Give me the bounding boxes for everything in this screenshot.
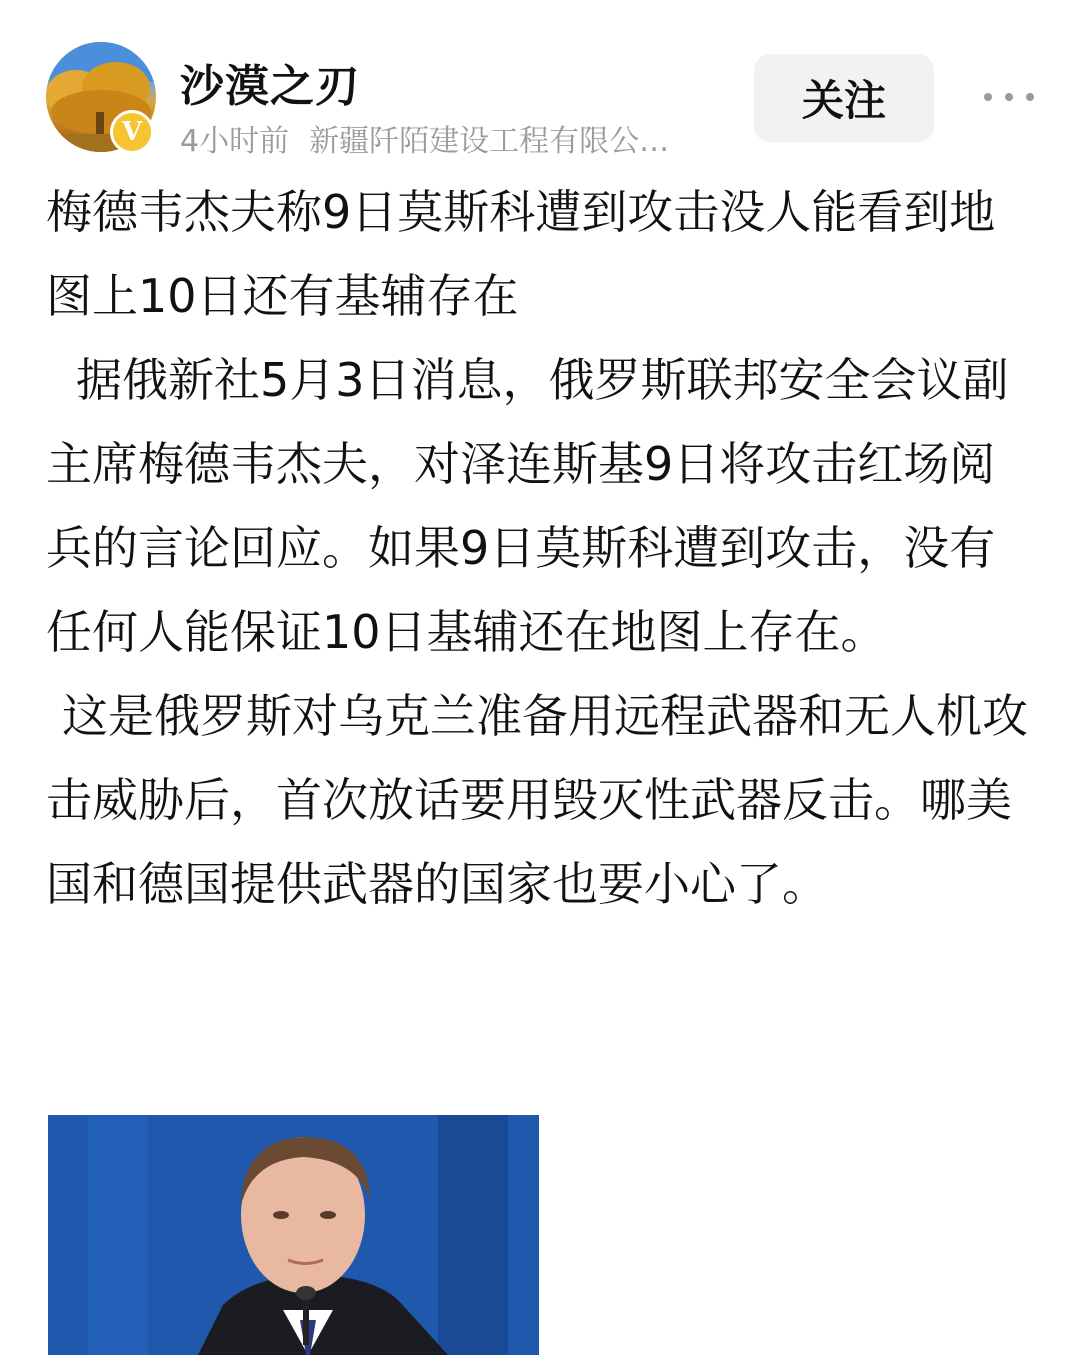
post-header: [0, 0, 1080, 160]
verified-badge-icon: V: [110, 110, 154, 154]
post-paragraph-1: 据俄新社5月3日消息，俄罗斯联邦安全会议副主席梅德韦杰夫，对泽连斯基9日将攻击红场阅兵的言论回应。如果9日莫斯科遭到攻击，没有任何人能保证10日基辅还在地图上存在。: [46, 353, 1009, 659]
post-paragraph-2: 这是俄罗斯对乌克兰准备用远程武器和无人机攻击威胁后，首次放话要用毁灭性武器反击。哪美国和德国提供武器的国家也要小心了。: [46, 689, 1028, 911]
post-time: 4小时前: [180, 124, 290, 159]
more-dot: [1005, 93, 1013, 101]
post-image[interactable]: [48, 1115, 539, 1355]
post-meta: [180, 116, 730, 160]
more-dot: [984, 93, 992, 101]
post-source: 新疆阡陌建设工程有限公…: [309, 124, 670, 159]
post-title: 梅德韦杰夫称9日莫斯科遭到攻击没人能看到地图上10日还有基辅存在: [46, 185, 996, 323]
author-name[interactable]: 沙漠之刃: [180, 61, 360, 112]
post-content: [46, 170, 1036, 926]
more-dot: [1026, 93, 1034, 101]
more-icon[interactable]: [984, 82, 1034, 112]
follow-button[interactable]: 关注: [754, 54, 934, 142]
